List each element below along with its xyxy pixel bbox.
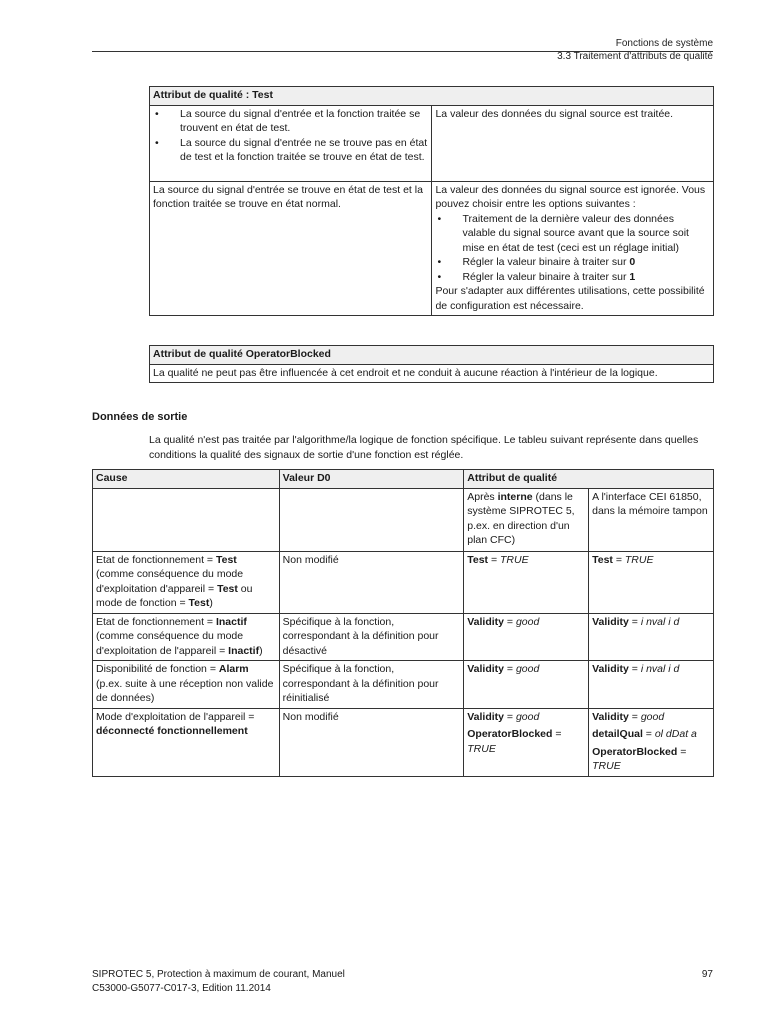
value-cell: Spécifique à la fonction, correspondant à la définition pour réinitialisé	[279, 661, 464, 709]
test-row2-result	[432, 181, 714, 316]
col-header-quality: Attribut de qualité	[464, 470, 714, 489]
cause-cell: Etat de fonctionnement = Inactif (comme conséquence du mode d'exploitation de l'appareil = Inactif)	[93, 613, 280, 661]
list-item: • La source du signal d'entrée ne se trouve pas en état de test et la fonction traitée se trouve en état de test.	[153, 136, 428, 165]
table-row	[93, 661, 714, 709]
section-title: Données de sortie	[92, 411, 188, 423]
test-table-title: Attribut de qualité : Test	[150, 87, 714, 106]
iec-quality-cell: Validity = i nval i d	[589, 661, 714, 709]
internal-quality-cell: Validity = good	[464, 661, 589, 709]
intro-paragraph: La qualité n'est pas traitée par l'algorithme/la logique de fonction spécifique. Le tableu suivant représente dans quelles conditions la qualité des signaux de sortie d'une fonction est réglée.	[149, 434, 699, 461]
cause-cell: Disponibilité de fonction = Alarm (p.ex. suite à une réception non valide de données)	[93, 661, 280, 709]
table-row	[93, 708, 714, 776]
list-item: • Régler la valeur binaire à traiter sur 0	[435, 255, 710, 270]
header-rule	[92, 51, 713, 52]
header-chapter: Fonctions de système	[615, 38, 713, 49]
test-row1-conditions	[150, 105, 432, 181]
value-cell: Non modifié	[279, 551, 464, 613]
list-item: • La source du signal d'entrée et la fonction traitée se trouvent en état de test.	[153, 107, 428, 136]
list-item: • Régler la valeur binaire à traiter sur 1	[435, 270, 710, 285]
cause-cell: Mode d'exploitation de l'appareil = déconnecté fonctionnellement	[93, 708, 280, 776]
test-row1-result: La valeur des données du signal source est traitée.	[432, 105, 714, 181]
footer-document-id: C53000-G5077-C017-3, Edition 11.2014	[92, 982, 271, 994]
table-row	[93, 613, 714, 661]
internal-quality-cell: Test = TRUE	[464, 551, 589, 613]
iec-quality-cell: Test = TRUE	[589, 551, 714, 613]
empty-cell	[93, 488, 280, 551]
test-attribute-table	[149, 86, 714, 316]
result-intro: La valeur des données du signal source est ignorée. Vous pouvez choisir entre les options suivantes :	[435, 183, 706, 210]
col-header-value: Valeur D0	[279, 470, 464, 489]
blocked-table-title: Attribut de qualité OperatorBlocked	[150, 346, 714, 365]
footer-manual-title: SIPROTEC 5, Protection à maximum de courant, Manuel	[92, 969, 345, 980]
internal-quality-cell: Validity = good	[464, 613, 589, 661]
operatorblocked-table	[149, 345, 714, 383]
test-row2-condition: La source du signal d'entrée se trouve en état de test et la fonction traitée se trouve en état normal.	[150, 181, 432, 316]
header-section: 3.3 Traitement d'attributs de qualité	[557, 51, 713, 62]
value-cell: Spécifique à la fonction, correspondant à la définition pour désactivé	[279, 613, 464, 661]
subheader-iec: A l'interface CEI 61850, dans la mémoire tampon	[589, 488, 714, 551]
internal-quality-cell: Validity = good OperatorBlocked = TRUE	[464, 708, 589, 776]
result-outro: Pour s'adapter aux différentes utilisations, cette possibilité de configuration est nécessaire.	[435, 285, 705, 312]
subheader-internal: Après interne (dans le système SIPROTEC 5, p.ex. en direction d'un plan CFC)	[464, 488, 589, 551]
page-number: 97	[701, 969, 713, 980]
table-row	[93, 551, 714, 613]
blocked-table-text: La qualité ne peut pas être influencée à cet endroit et ne conduit à aucune réaction à l'intérieur de la logique.	[150, 364, 714, 383]
value-cell: Non modifié	[279, 708, 464, 776]
empty-cell	[279, 488, 464, 551]
cause-cell: Etat de fonctionnement = Test (comme conséquence du mode d'exploitation d'appareil = Test ou mode de fonction = Test)	[93, 551, 280, 613]
col-header-cause: Cause	[93, 470, 280, 489]
running-header	[557, 37, 713, 63]
footer	[92, 968, 345, 995]
iec-quality-cell: Validity = i nval i d	[589, 613, 714, 661]
list-item: • Traitement de la dernière valeur des données valable du signal source avant que la source soit mise en état de test (ceci est un réglage initial)	[435, 212, 710, 256]
output-quality-table	[92, 469, 714, 777]
iec-quality-cell: Validity = good detailQual = ol dDat a OperatorBlocked = TRUE	[589, 708, 714, 776]
